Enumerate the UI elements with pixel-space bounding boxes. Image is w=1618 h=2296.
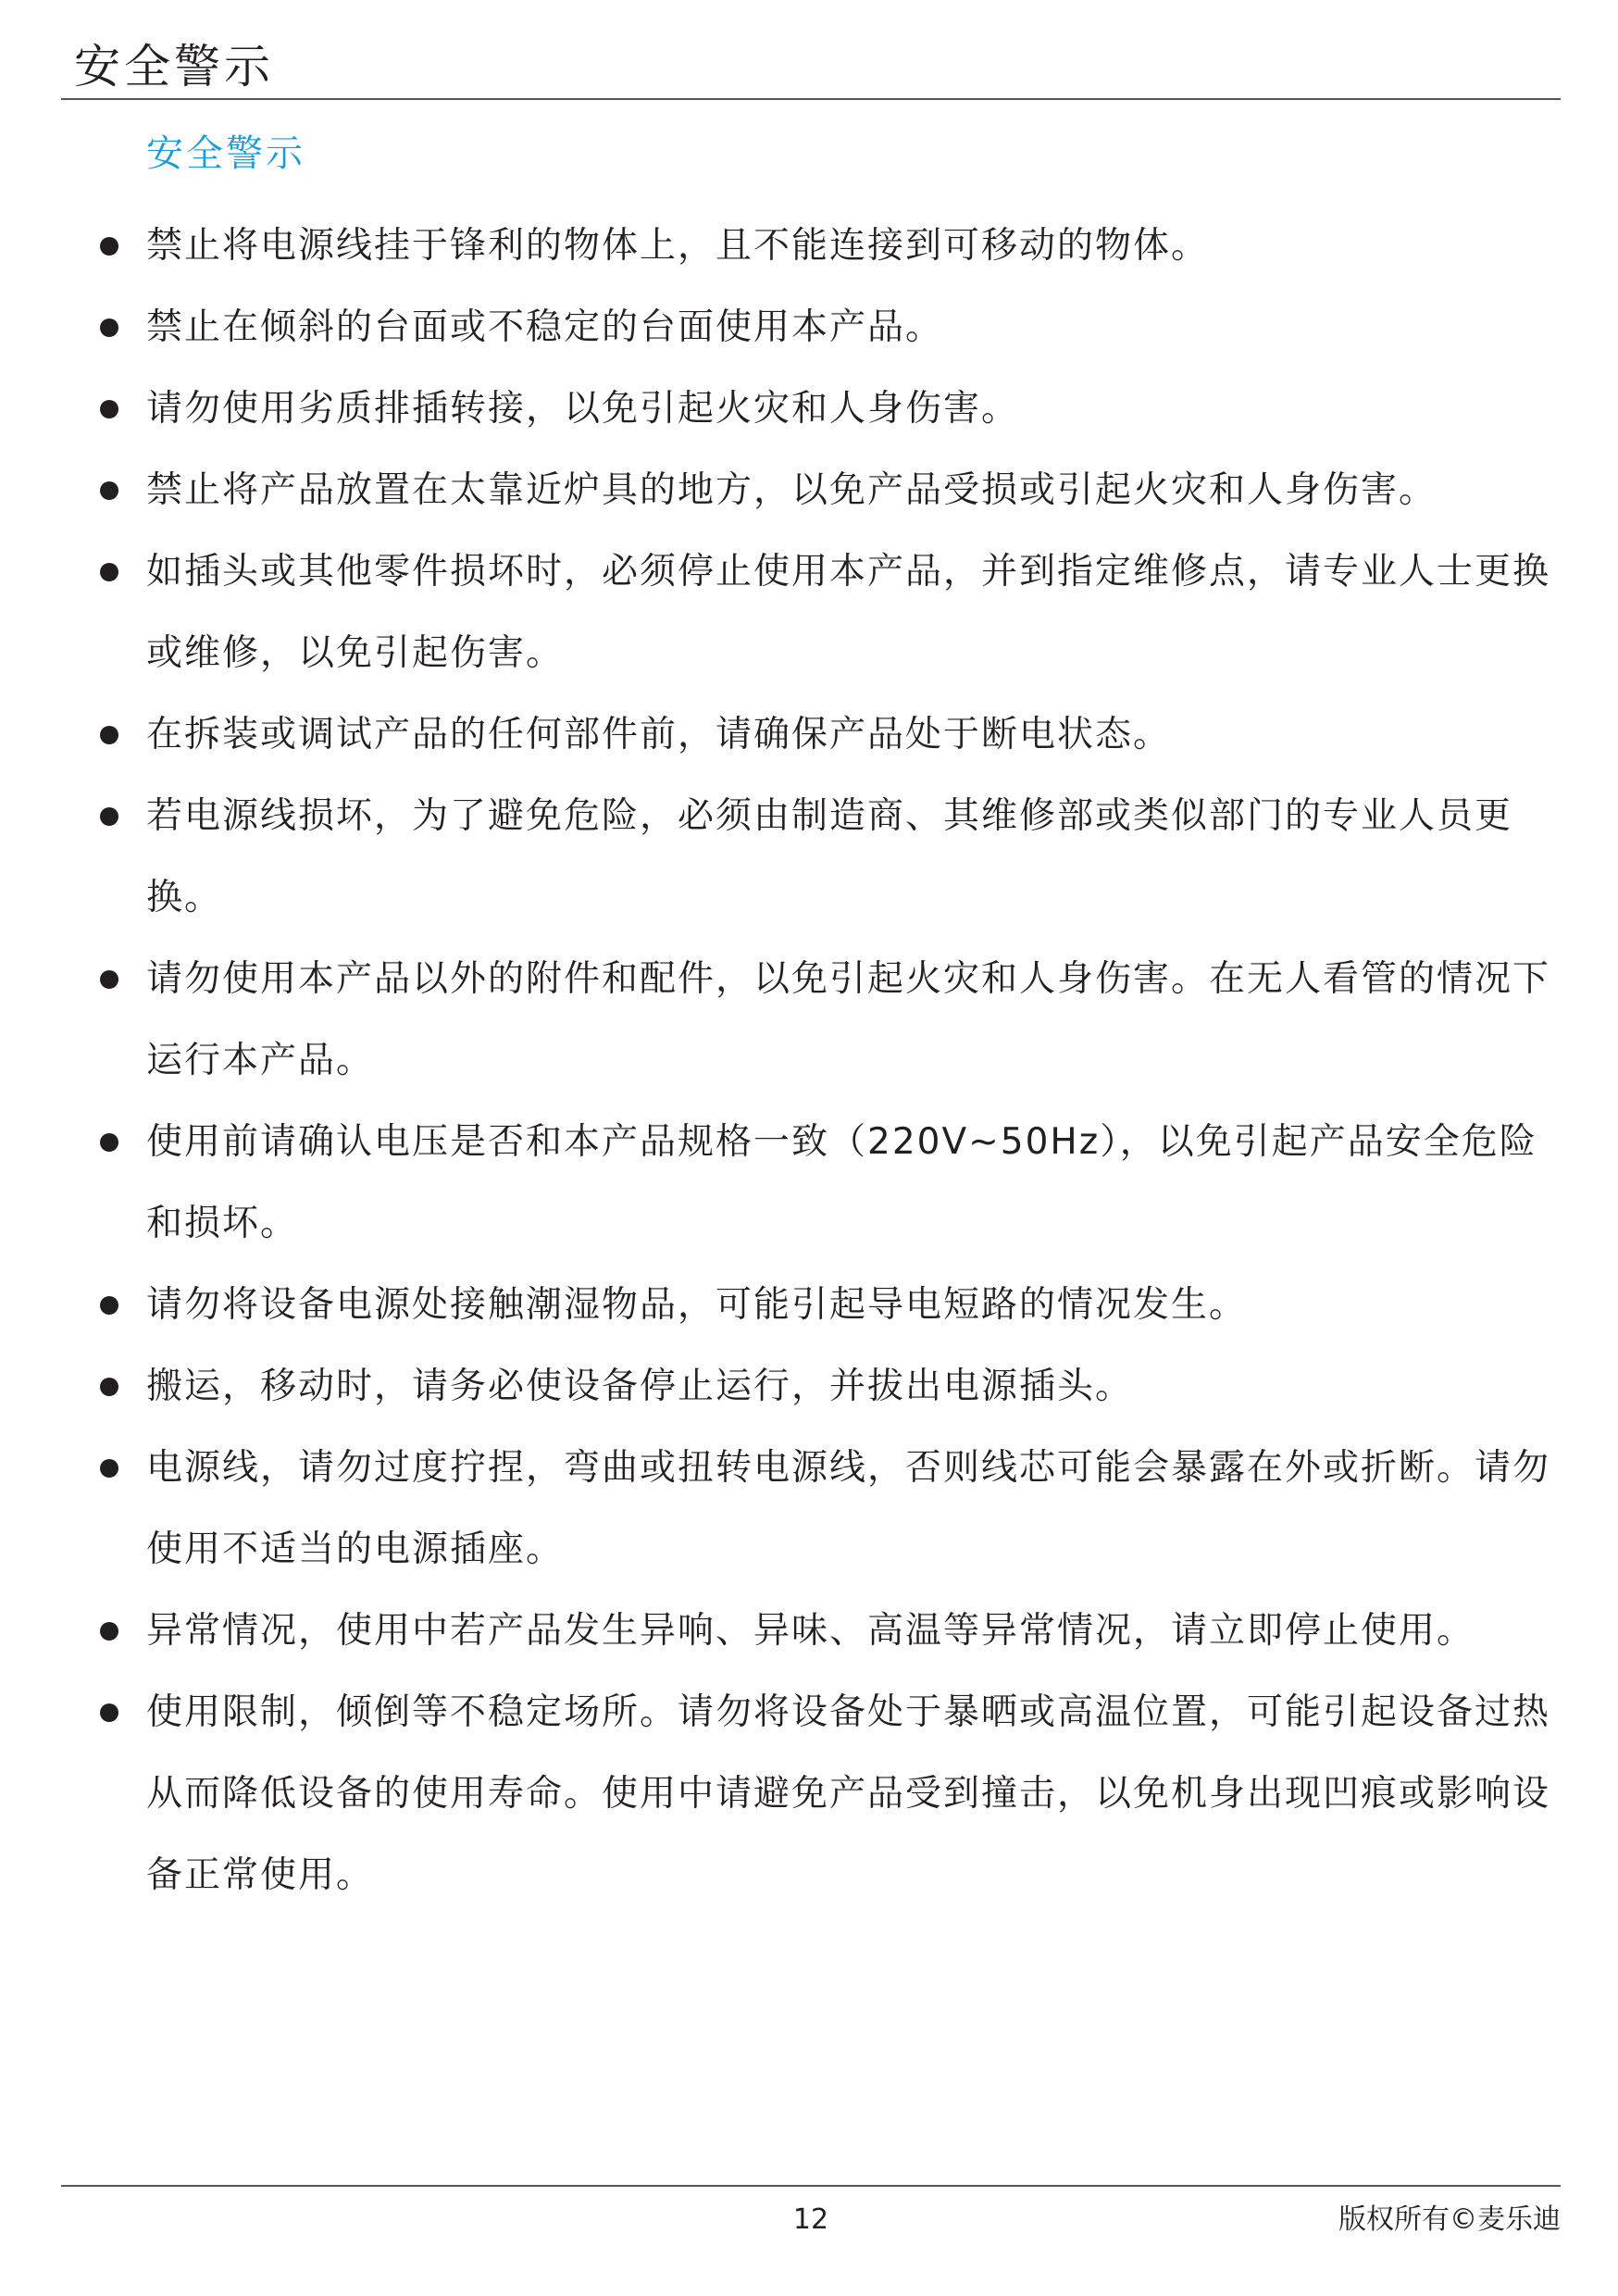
warning-item [93,1428,1574,1591]
bullet-icon [100,726,118,744]
section-title: 安全警示 [146,132,305,175]
bullet-icon [100,318,118,337]
bullet-icon [100,1378,118,1396]
warning-item [93,1102,1574,1265]
warning-text: 请勿将设备电源处接触潮湿物品，可能引起导电短路的情况发生。 [146,1284,1248,1326]
warning-item [93,206,1574,287]
bullet-icon [100,807,118,826]
bullet-icon [100,1133,118,1152]
page-header [61,28,1561,100]
warning-item [93,1265,1574,1346]
warning-text: 异常情况，使用中若产品发生异响、异味、高温等异常情况，请立即停止使用。 [146,1610,1475,1652]
warning-text: 禁止将电源线挂于锋利的物体上，且不能连接到可移动的物体。 [146,225,1210,267]
warning-text: 如插头或其他零件损坏时，必须停止使用本产品，并到指定维修点，请专业人士更换或维修，以免引起伤害。 [146,551,1551,674]
warning-item [93,1672,1574,1916]
warning-item [93,368,1574,450]
page-footer [61,2185,1561,2252]
bullet-icon [100,481,118,500]
warning-text: 禁止在倾斜的台面或不稳定的台面使用本产品。 [146,306,944,348]
bullet-icon [100,1296,118,1315]
warning-text: 禁止将产品放置在太靠近炉具的地方，以免产品受损或引起火灾和人身伤害。 [146,469,1438,511]
copyright-notice: 版权所有©麦乐迪 [1338,2203,1561,2236]
warning-text: 若电源线损坏，为了避免危险，必须由制造商、其维修部或类似部门的专业人员更换。 [146,795,1513,918]
bullet-icon [100,1459,118,1478]
warning-text: 使用限制，倾倒等不稳定场所。请勿将设备处于暴晒或高温位置，可能引起设备过热从而降低设备的使用寿命。使用中请避免产品受到撞击，以免机身出现凹痕或影响设备正常使用。 [146,1691,1551,1896]
warning-text: 搬运，移动时，请务必使设备停止运行，并拔出电源插头。 [146,1366,1134,1407]
bullet-icon [100,563,118,581]
warning-item [93,694,1574,776]
bullet-icon [100,1622,118,1641]
page-number: 12 [792,2203,829,2236]
warning-text: 在拆装或调试产品的任何部件前，请确保产品处于断电状态。 [146,714,1172,755]
bullet-icon [100,237,118,256]
bullet-icon [100,400,118,418]
warning-text: 使用前请确认电压是否和本产品规格一致（220V~50Hz），以免引起产品安全危险和损坏。 [146,1121,1537,1244]
warning-text: 请勿使用劣质排插转接，以免引起火灾和人身伤害。 [146,388,1020,430]
warning-item [93,1346,1574,1428]
warning-item [93,939,1574,1102]
page-header-title: 安全警示 [74,40,274,94]
warning-item [93,531,1574,694]
warning-item [93,776,1574,939]
warning-text: 请勿使用本产品以外的附件和配件，以免引起火灾和人身伤害。在无人看管的情况下运行本产品。 [146,958,1551,1081]
warning-item [93,287,1574,368]
bullet-icon [100,970,118,989]
warning-text: 电源线，请勿过度拧捏，弯曲或扭转电源线，否则线芯可能会暴露在外或折断。请勿使用不适当的电源插座。 [146,1447,1551,1570]
warning-item [93,1591,1574,1672]
warning-item [93,450,1574,531]
warning-list [93,206,1574,1916]
bullet-icon [100,1703,118,1722]
